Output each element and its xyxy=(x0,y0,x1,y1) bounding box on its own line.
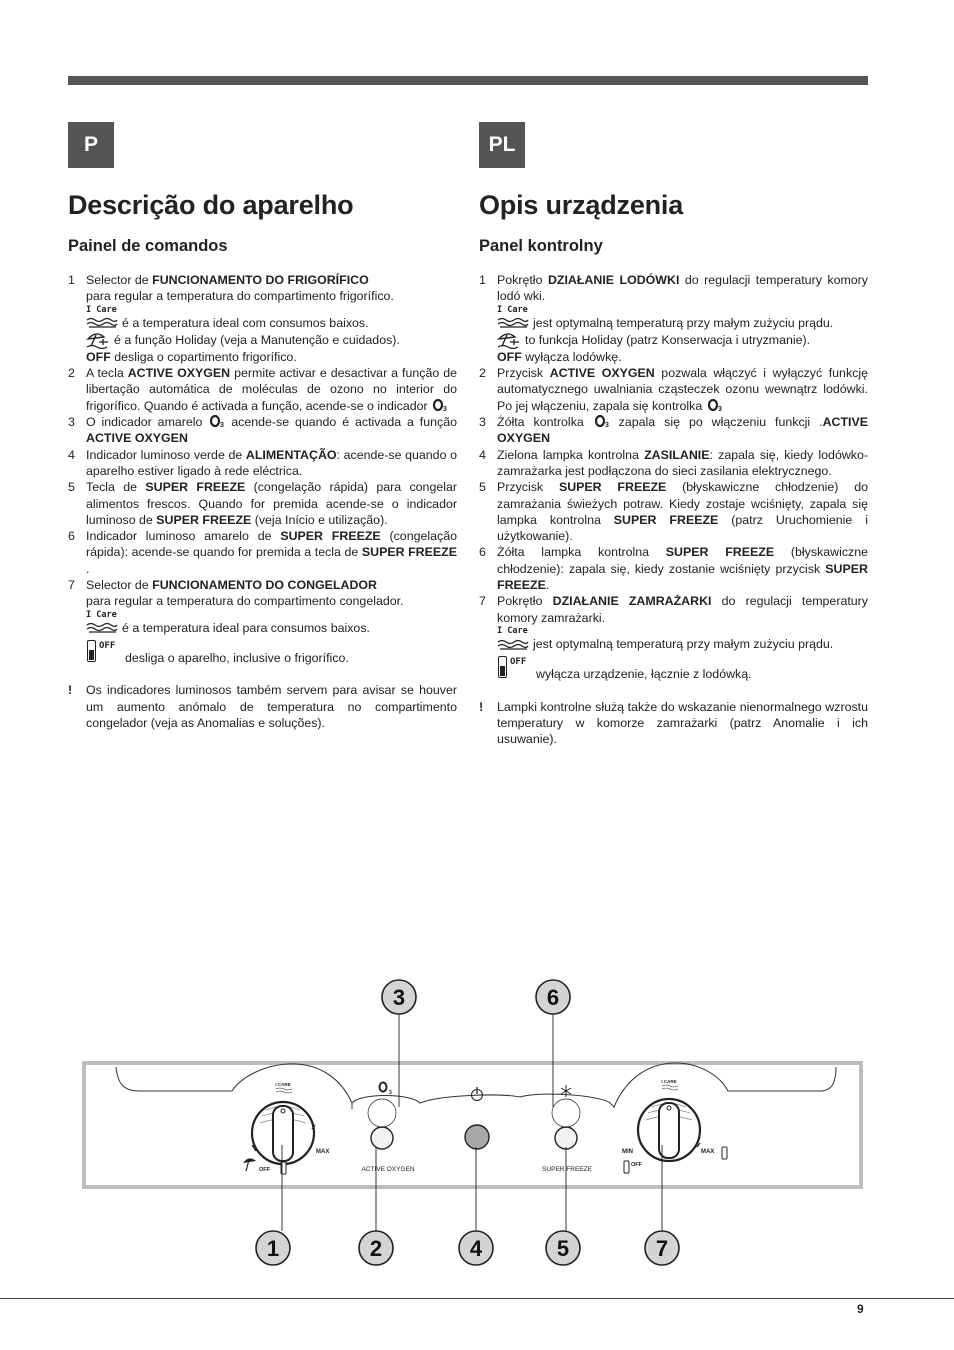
polish-column xyxy=(479,122,868,747)
language-badge-pt: P xyxy=(68,122,114,168)
svg-text:7: 7 xyxy=(655,1236,669,1261)
freezer-icare-label: I CARE xyxy=(661,1079,677,1084)
warning-note-pl: ! Lampki kontrolne służą także do wskazanie nienormalnego wzrostu temperatury w komorze zamrażarki (patrz Anomalie i ich usuwanie). xyxy=(479,699,868,747)
o3-indicator-icon xyxy=(708,399,723,412)
power-indicator-light xyxy=(465,1125,489,1149)
item-list-pt xyxy=(68,272,457,731)
list-item: 1 Selector de FUNCIONAMENTO DO FRIGORÍFICO para regular a temperatura do compartimento frigorífico. I Care é a temperatura ideal com consumos baixos. é a função Holiday (veja a Manutenção e cuidados). OFF desliga o copartimento frigorífico. xyxy=(68,272,457,365)
fridge-knob[interactable] xyxy=(252,1102,315,1164)
freezer-max-slider-icon xyxy=(722,1147,727,1159)
svg-text:4: 4 xyxy=(469,1236,483,1261)
callout-5 xyxy=(546,1231,580,1265)
callout-2 xyxy=(359,1231,393,1265)
callout-3 xyxy=(382,980,416,1014)
active-oxygen-label: ACTIVE OXYGEN xyxy=(361,1166,415,1173)
o3-indicator-light xyxy=(368,1099,396,1127)
o3-indicator-icon xyxy=(210,415,225,428)
list-item: 7 Selector de FUNCIONAMENTO DO CONGELADOR para regular a temperatura do compartimento congelador. I Care é a temperatura ideal para consumos baixos. OFF desliga o aparelho, inclusive o frigorífico. xyxy=(68,577,457,666)
i-care-wave-icon xyxy=(497,639,529,650)
o3-indicator-icon xyxy=(433,399,448,412)
list-item: 2 Przycisk ACTIVE OXYGEN pozwala włączyć i wyłączyć funkcję automatycznego uwalniania cząsteczek ozonu wewnątrz lodówki. Po jej włączeniu, zapala się kontrolka 3 xyxy=(479,366,868,413)
list-item: 5 Tecla de SUPER FREEZE (congelação rápida) para congelar alimentos frescos. Quando for premida acende-se o indicador luminoso de SUPER FREEZE (veja Início e utilização). xyxy=(68,480,458,527)
section-title-pl: Panel kontrolny xyxy=(479,237,603,255)
list-item: 5 Przycisk SUPER FREEZE (błyskawiczne chłodzenie) do zamrażania świeżych potraw. Kiedy zostaje wciśnięty, zapala się lampka kontrolna SUPER FREEZE (patrz Uruchomienie i użytkowanie). xyxy=(479,480,868,544)
svg-text:3: 3 xyxy=(717,405,722,412)
active-oxygen-button[interactable] xyxy=(371,1127,393,1149)
o3-indicator-icon xyxy=(595,415,610,428)
page-title-pl: Opis urządzenia xyxy=(479,190,684,220)
fridge-off-label: OFF xyxy=(259,1167,270,1173)
callout-6 xyxy=(536,980,570,1014)
freezer-min-label: MIN xyxy=(622,1149,633,1155)
list-item: 2 A tecla ACTIVE OXYGEN permite activar e desactivar a função de libertação automática de moléculas de ozono no interior do frigorífico. Quando é activada a função, acende-se o indicador 3 xyxy=(68,366,457,413)
i-care-label: I Care xyxy=(86,304,117,315)
warning-note-pt: ! Os indicadores luminosos também servem para avisar se houver um aumento anómalo de temperatura no compartimento congelador (veja as Anomalias e soluções). xyxy=(68,683,457,730)
super-freeze-label: SUPER FREEZE xyxy=(542,1166,592,1173)
off-slider-icon: OFF xyxy=(86,638,122,664)
language-badge-pl: PL xyxy=(479,122,525,168)
fridge-max-label: MAX xyxy=(316,1149,330,1155)
svg-text:3: 3 xyxy=(604,422,609,429)
callout-4 xyxy=(459,1231,493,1265)
top-rule xyxy=(68,76,868,85)
i-care-label: I Care xyxy=(86,609,117,620)
svg-text:3: 3 xyxy=(443,405,448,412)
super-freeze-indicator-light xyxy=(552,1099,580,1127)
list-item: 4 Zielona lampka kontrolna ZASILANIE: zapala się, kiedy lodówko-zamrażarka jest podłączona do sieci zasilania elektrycznego. xyxy=(479,447,868,478)
page-number: 9 xyxy=(857,1302,864,1316)
super-freeze-button[interactable] xyxy=(555,1127,577,1149)
i-care-wave-icon xyxy=(86,317,118,328)
list-item: 3 O indicador amarelo 3 acende-se quando é activada a função ACTIVE OXYGEN xyxy=(68,415,457,446)
i-care-label: I Care xyxy=(497,304,528,315)
i-care-wave-icon xyxy=(86,622,118,633)
list-item: 4 Indicador luminoso verde de ALIMENTAÇÃO: acende-se quando o aparelho estiver ligado à rede eléctrica. xyxy=(68,447,457,478)
page-title-pt: Descrição do aparelho xyxy=(68,190,354,220)
list-item: 1 Pokrętło DZIAŁANIE LODÓWKI do regulacji temperatury komory lodó wki. I Care jest optymalną temperaturą przy małym zużyciu prądu. to funkcja Holiday (patrz Konserwacja i utryzmanie). OFF wyłącza lodówkę. xyxy=(479,273,868,364)
freezer-knob[interactable] xyxy=(638,1099,700,1161)
svg-text:3: 3 xyxy=(389,1090,392,1096)
callout-1 xyxy=(256,1231,290,1265)
bottom-rule xyxy=(0,1298,954,1299)
list-item: 3 Żółta kontrolka 3 zapala się po włączeniu funkcji .ACTIVE OXYGEN xyxy=(479,415,868,446)
panel-frame xyxy=(84,1063,861,1187)
svg-text:3: 3 xyxy=(392,985,406,1010)
freezer-off-label: OFF xyxy=(631,1162,642,1168)
freezer-max-label: MAX xyxy=(701,1149,715,1155)
svg-text:3: 3 xyxy=(220,422,225,429)
list-item: 6 Indicador luminoso amarelo de SUPER FREEZE (congelação rápida): acende-se quando for premida a tecla de SUPER FREEZE . xyxy=(68,529,457,576)
off-slider-icon: OFF xyxy=(497,654,533,680)
item-list-pl xyxy=(479,272,868,747)
list-item: 6 Żółta lampka kontrolna SUPER FREEZE (błyskawiczne chłodzenie): zapala się, kiedy zostanie wciśnięty przycisk SUPER FREEZE. xyxy=(479,545,868,593)
svg-text:2: 2 xyxy=(369,1236,383,1261)
svg-text:6: 6 xyxy=(546,985,560,1010)
control-panel-diagram xyxy=(0,975,954,1275)
holiday-umbrella-icon xyxy=(86,331,110,349)
callout-7 xyxy=(645,1231,679,1265)
fridge-icare-label: I CARE xyxy=(275,1082,291,1087)
i-care-wave-icon xyxy=(497,317,529,328)
svg-text:5: 5 xyxy=(556,1236,570,1261)
freezer-off-slider-icon xyxy=(624,1161,629,1173)
svg-text:1: 1 xyxy=(266,1236,280,1261)
section-title-pt: Painel de comandos xyxy=(68,237,228,255)
list-item: 7 Pokrętło DZIAŁANIE ZAMRAŻARKI do regulacji temperatury komory zamrażarki. I Care jest optymalną temperaturą przy małym zużyciu prądu. OFF wyłącza urządzenie, łącznie z lodówką. xyxy=(479,594,868,682)
i-care-label: I Care xyxy=(497,625,528,636)
holiday-umbrella-icon xyxy=(497,331,521,349)
portuguese-column xyxy=(68,122,457,731)
